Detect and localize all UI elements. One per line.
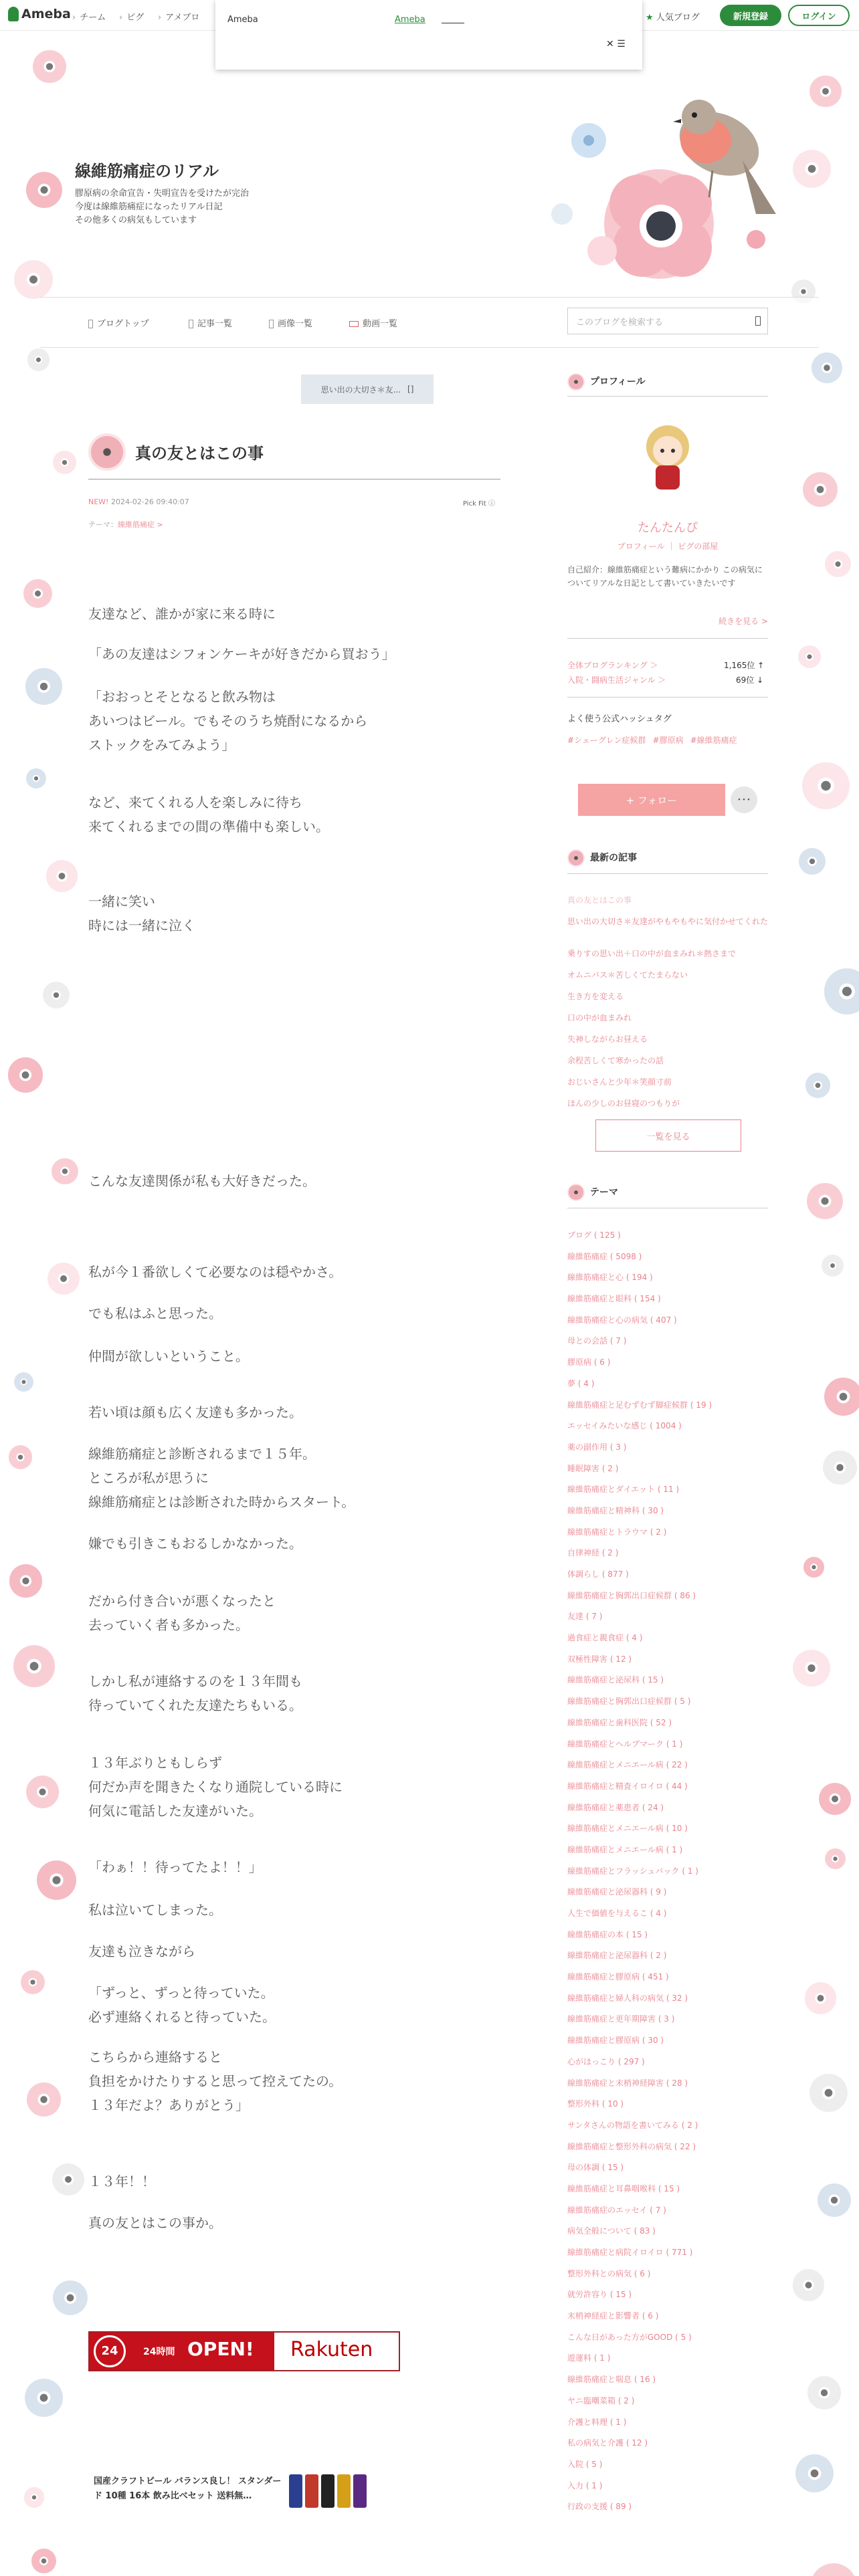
theme-link[interactable]: 線維筋痛症と精神科 ( 30 ) [567,1505,664,1515]
divider [567,638,768,639]
entry-flower-icon [88,433,126,471]
nav-image-list[interactable] [269,316,312,329]
background-flower [9,1445,32,1469]
theme-link[interactable]: 線維筋痛症 ( 5098 ) [567,1251,642,1261]
background-flower [14,1372,33,1392]
banner-24-badge: 24 [94,2335,126,2367]
theme-link[interactable]: 線維筋痛症とヘルプマーク ( 1 ) [567,1739,683,1749]
body-paragraph: こちらから連絡すると 負担をかけたりすると思って控えてたの。 １３年だよ？ありがとう」 [88,2049,343,2113]
background-flower [23,579,52,608]
body-paragraph: 友達も泣きながら [88,1943,195,1959]
banner-hours: 24時間 [143,2347,175,2357]
recent-entry-link[interactable]: ほんの少しのお昼寝のつもりが [567,1099,680,1108]
bracket-icon: [] [407,385,414,394]
small-flower [551,203,573,225]
body-paragraph: 私は泣いてしまった。 [88,1902,222,1918]
profile-links[interactable]: プロフィール ｜ ピグの部屋 [617,542,719,551]
recent-entry-link[interactable]: 失神しながらお昼える [567,1035,648,1044]
recent-heading-label: 最新の記事 [590,853,637,863]
crown-icon: ★ [646,13,654,23]
body-paragraph: 一緒に笑い 時には一緒に泣く [88,893,195,934]
nav-label: 画像一覧 [278,319,313,329]
background-flower [795,2454,834,2492]
ranking-overall-value: 1,165位 ↑ [724,661,765,670]
nav-label: 動画一覧 [363,319,398,329]
blog-description-line: その他多くの病気もしています [75,215,197,225]
recent-entry-link[interactable]: 思い出の大切さ＊友達がやもやもやに気付かせてくれた [567,917,769,926]
theme-link[interactable]: 線維筋痛症とダイエット ( 11 ) [567,1485,680,1495]
background-flower [37,1860,77,1901]
prev-entry-label: 思い出の大切さ＊友... [320,385,401,395]
divider [567,873,768,874]
theme-link[interactable]: 介護と料理 ( 1 ) [567,2417,627,2427]
background-flower [793,1650,830,1687]
background-flower [803,472,838,507]
entry-date [88,498,189,506]
body-paragraph: 仲間が欲しいということ。 [88,1348,249,1364]
theme-link[interactable]: 線維筋痛症と婦人科の病気 ( 32 ) [567,1993,688,2003]
profile-more-link[interactable]: 続きを見る > [719,617,768,626]
profile-name[interactable]: たんたんぴ [638,521,698,535]
theme-link[interactable]: 線維筋痛症と胸郭出口症候群 ( 5 ) [567,1697,691,1707]
theme-link[interactable]: 線維筋痛症の本 ( 15 ) [567,1929,648,1939]
theme-link[interactable]: 線維筋痛症とメニエール病 ( 10 ) [567,1824,688,1834]
theme-link[interactable]: 線維筋痛症と心の病気 ( 407 ) [567,1315,677,1325]
chevron-right-icon: > [157,520,163,529]
see-all-entries-button[interactable]: 一覧を見る [595,1119,741,1152]
theme-link[interactable]: 体調らし ( 877 ) [567,1570,629,1579]
theme-link[interactable]: 線維筋痛症と泌尿科 ( 15 ) [567,1675,664,1685]
body-paragraph: だから付き合いが悪くなったと 去っていく者も多かった。 [88,1593,276,1633]
theme-link[interactable]: 母の体調 ( 15 ) [567,2163,624,2173]
background-flower [52,2163,84,2195]
pickfit-label[interactable]: Pick Fit ⓘ [463,500,495,508]
body-paragraph: 「ずっと、ずっと待っていた。 必ず連絡くれると待っていた。 [88,1985,276,2025]
profile-heading-label: プロフィール [590,377,646,387]
background-flower [33,50,66,84]
prev-entry-button[interactable] [301,374,434,404]
body-paragraph: 「わぁ！！待ってたよ！！」 [88,1859,262,1875]
theme-link[interactable]: 線維筋痛症とメニエール病 ( 22 ) [567,1760,688,1770]
theme-link[interactable]: 線維筋痛症と末梢神経障害 ( 28 ) [567,2078,688,2088]
theme-link[interactable]: 過食症と親食症 ( 4 ) [567,1633,643,1643]
body-paragraph: 私が今１番欲しくて必要なのは穏やかさ。 [88,1264,343,1280]
theme-link[interactable]: 線維筋痛症 [118,520,155,529]
background-flower [802,762,849,809]
body-paragraph: しかし私が連絡するのを１３年間も 待っていてくれた友達たちもいる。 [88,1673,302,1713]
theme-link[interactable]: 線維筋痛症のエッセイ ( 7 ) [567,2205,666,2215]
theme-link[interactable]: 線維筋痛症と歯科医院 ( 52 ) [567,1717,672,1727]
large-flower [604,169,714,279]
theme-link[interactable]: 整形外科との病気 ( 6 ) [567,2268,651,2278]
theme-link[interactable]: 線維筋痛症と喘息 ( 16 ) [567,2375,656,2385]
theme-link[interactable]: 整形外科 ( 10 ) [567,2099,624,2109]
blog-search-input[interactable] [567,308,768,334]
background-flower [46,860,78,891]
background-flower [807,1183,843,1219]
theme-link[interactable]: 線維筋痛症と泌尿器科 ( 2 ) [567,1951,667,1961]
background-flower [26,1776,59,1808]
more-options-button[interactable]: ･･･ [731,786,757,813]
theme-link[interactable]: 線維筋痛症と更年期障害 ( 3 ) [567,2014,675,2024]
background-flower [805,1073,830,1097]
background-flower [14,260,53,299]
body-paragraph: など、来てくれる人を楽しみに待ち 来てくれるまでの間の準備中も楽しい。 [88,794,329,835]
signup-button[interactable]: 新規登録 [720,5,781,26]
theme-link[interactable]: 母との会話 ( 7 ) [567,1336,627,1346]
background-flower [824,1378,859,1416]
theme-link[interactable]: ヤニ臨嘲菜箱 ( 2 ) [567,2395,635,2405]
hashtag-link[interactable]: #膠原病 [652,736,684,745]
ranking-overall-link[interactable]: 全体ブログランキング ＞ [567,661,658,670]
theme-link[interactable]: エッセイみたいな感じ ( 1004 ) [567,1421,682,1431]
ameba-logo-icon [8,7,19,21]
background-flower [47,1263,80,1295]
theme-link[interactable]: 膠原病 ( 6 ) [567,1358,611,1368]
hashtag-list [567,734,768,746]
profile-intro: 自己紹介：線維筋痛症という難病にかかり この病気についてリアルな日記として書いていきたいです [567,565,763,588]
flower-icon [567,849,585,867]
beer-product-image[interactable] [288,2468,381,2508]
recent-entry-link[interactable]: 口の中が血まみれ [567,1013,632,1023]
theme-link[interactable]: 就労許容り ( 15 ) [567,2290,632,2300]
rakuten-logo: Rakuten [290,2338,373,2361]
rakuten-ad-banner[interactable] [88,2331,400,2371]
theme-link[interactable]: 線維筋痛症と心 ( 194 ) [567,1273,653,1283]
blog-description-line: 膠原病の余命宣告・失明宣告を受けたが完治 [75,189,250,199]
hashtag-link[interactable]: #シェーグレン症候群 [567,736,646,745]
body-paragraph: 友達など、誰かが家に来る時に [88,606,276,622]
background-flower [822,1255,844,1277]
logo-text: Ameba [21,7,71,21]
background-flower [799,848,826,875]
header-bird-illustration [542,60,783,281]
background-flower [9,1564,43,1598]
search-placeholder: このブログを検索する [576,318,664,328]
background-flower [825,551,851,577]
banner-open: OPEN! [187,2338,254,2360]
nav-video-list[interactable] [349,316,397,329]
theme-link[interactable]: 入院 ( 5 ) [567,2459,603,2469]
body-paragraph: 「あの友達はシフォンケーキが好きだから買おう」 [88,646,395,662]
body-paragraph: こんな友達関係が私も大好きだった。 [88,1173,316,1189]
small-flower [587,236,617,265]
background-flower [803,1557,824,1578]
background-flower [8,1057,43,1092]
nav-ameblo[interactable]: › アメブロ [158,10,199,23]
popular-label: 人気ブログ [656,13,700,23]
recent-entry-link[interactable]: おじいさんと少年＊笑顔寸前 [567,1077,672,1087]
nav-entry-list[interactable] [189,316,232,329]
ranking-genre-value: 69位 ↓ [736,675,764,685]
theme-heading [567,1184,618,1201]
nav-team[interactable]: › チーム [72,10,106,23]
theme-link[interactable]: 線維筋痛症とトラウマ ( 2 ) [567,1527,667,1537]
theme-link[interactable]: サンタさんの物語を書いてみる ( 2 ) [567,2120,698,2130]
menu-icon: ☰ [617,39,626,49]
background-flower [818,2183,851,2217]
beer-can [353,2474,367,2508]
theme-link[interactable]: 線維筋痛症と精査イロイロ ( 44 ) [567,1781,688,1791]
beer-can [305,2474,318,2508]
entry-theme [88,519,163,530]
background-flower [27,348,50,370]
ameba-logo[interactable] [8,7,71,21]
new-badge: NEW! [88,498,109,506]
recent-entry-link[interactable]: 生き方を変える [567,992,624,1001]
background-flower [31,2549,56,2573]
ad-close-button[interactable] [606,39,626,49]
theme-link[interactable]: ブログ ( 125 ) [567,1230,621,1240]
entry-timestamp: 2024-02-26 09:40:07 [110,498,189,506]
background-flower [823,1451,858,1485]
background-flower [793,2269,824,2300]
theme-link[interactable]: 入力 ( 1 ) [567,2480,603,2490]
banner-red-panel [90,2333,274,2370]
background-flower [43,982,70,1008]
small-flower [747,230,765,249]
recent-entry-link[interactable]: 乗りすの思い出＋口の中が血まみれ＊熱さまで [567,949,737,958]
background-flower [53,451,76,474]
home-icon [88,320,93,328]
beer-can [289,2474,302,2508]
theme-heading-label: テーマ [590,1187,618,1198]
recent-heading [567,849,637,867]
blog-description-line: 今度は線維筋痛症になったリアル日記 [75,202,223,212]
background-flower [825,1848,846,1869]
theme-link[interactable]: 線維筋痛症と泌尿器科 ( 9 ) [567,1887,667,1897]
flower-icon [567,373,585,391]
theme-link[interactable]: 線維筋痛症と薬患者 ( 24 ) [567,1802,664,1812]
nav-pigg[interactable]: › ピグ [119,10,144,23]
background-flower [13,1645,56,1687]
theme-link[interactable]: 線維筋痛症と耳鼻咽喉科 ( 15 ) [567,2183,680,2193]
beer-can [321,2474,335,2508]
recent-entry-link[interactable]: オムニバス＊苦しくてたまらない [567,970,688,980]
popular-blogs-link[interactable] [646,10,700,23]
theme-link[interactable]: 線維筋痛症と整形外科の病気 ( 22 ) [567,2141,696,2151]
theme-link[interactable]: 線維筋痛症とメニエール病 ( 1 ) [567,1844,683,1854]
theme-link[interactable]: 薬の副作用 ( 3 ) [567,1442,627,1452]
theme-link[interactable]: 線維筋痛症と病院イロイロ ( 771 ) [567,2248,693,2257]
theme-link[interactable]: 夢 ( 4 ) [567,1378,595,1388]
theme-link[interactable]: 人生で価値を与えるこ ( 4 ) [567,1909,667,1918]
profile-heading [567,373,646,391]
theme-link[interactable]: 線維筋痛症と膠原病 ( 451 ) [567,1972,669,1982]
theme-link[interactable]: 線維筋痛症とフラッシュバック ( 1 ) [567,1866,698,1876]
body-paragraph: １３年！！ [88,2173,155,2189]
hashtag-link[interactable]: #線維筋痛症 [690,736,737,745]
ad-link[interactable]: Ameba [395,15,425,25]
background-flower [27,2082,61,2117]
theme-link[interactable]: 線維筋痛症と足むずむず脚症候群 ( 19 ) [567,1400,712,1410]
recent-entry-link[interactable]: 余程苦しくて寒かったの話 [567,1056,664,1065]
divider [567,396,768,397]
nav-blog-top[interactable] [88,316,149,329]
background-flower [812,352,842,383]
ranking-genre-link[interactable]: 入院・闘病生活ジャンル ＞ [567,675,666,685]
background-flower [809,2074,848,2112]
theme-link[interactable]: 線維筋痛症と膠原病 ( 30 ) [567,2036,664,2046]
recent-entry-link[interactable]: 真の友とはこの事 [567,895,632,905]
background-flower [24,2487,44,2507]
theme-label: テーマ： [88,520,118,529]
theme-link[interactable]: 行政の支援 ( 89 ) [567,2502,632,2512]
blue-flower-center [583,135,594,146]
background-flower [798,645,821,668]
search-icon[interactable] [755,316,761,326]
nav-label: 記事一覧 [197,319,233,329]
theme-link[interactable]: こんな日があった方がGOOD ( 5 ) [567,2332,692,2342]
background-flower [807,2376,841,2409]
follow-button[interactable]: + フォロー [578,784,725,816]
background-flower [819,1783,851,1815]
ad-product-text[interactable]: 国産クラフトビール バランス良し！ スタンダード 10種 16本 飲み比べセット 送料無… [94,2476,282,2501]
body-paragraph: １３年ぶりともしらず 何だか声を聞きたくなり通院している時に 何気に電話した友達がいた。 [88,1755,343,1819]
theme-link[interactable]: 線維筋痛症と眼科 ( 154 ) [567,1294,661,1304]
body-paragraph: 線維筋痛症と診断されるまで１５年。 ところが私が思うに 線維筋痛症とは診断された時からスタート。 [88,1446,355,1510]
ad-label: Ameba [227,15,258,25]
background-flower [810,2563,857,2576]
background-flower [793,150,831,188]
background-flower [26,768,46,788]
theme-link[interactable]: 双極性障害 ( 12 ) [567,1654,632,1664]
body-paragraph: 嫌でも引きこもおるしかなかった。 [88,1535,302,1551]
theme-link[interactable]: 心がほっこり ( 297 ) [567,2056,645,2066]
background-flower [805,1982,836,2014]
background-flower [25,2379,63,2417]
theme-link[interactable]: 遊運料 ( 1 ) [567,2353,611,2363]
theme-link[interactable]: 病気全般について ( 83 ) [567,2226,656,2236]
background-flower [53,2280,88,2315]
theme-link[interactable]: 私の病気と介護 ( 12 ) [567,2438,648,2448]
background-flower [26,172,62,208]
profile-avatar[interactable] [634,421,701,495]
hashtag-label: よく使う公式ハッシュタグ [567,714,672,724]
background-flower [25,668,62,705]
close-icon: ✕ [606,39,614,49]
theme-link[interactable]: 友達 ( 7 ) [567,1612,603,1622]
theme-list [567,1229,768,2522]
background-flower [21,1970,45,1994]
ad-overlay [215,0,642,70]
entry-title[interactable]: 真の友とはこの事 [135,444,264,463]
theme-link[interactable]: 線維筋痛症と胸郭出口症候群 ( 86 ) [567,1590,696,1600]
body-paragraph: 「おおっとそとなると飲み物は あいつはビール。でもそのうち焼酎になるから ストックをみてみよう」 [88,689,368,753]
background-flower [52,1158,78,1185]
flower-icon [567,1184,585,1201]
login-button[interactable]: ログイン [788,5,850,26]
theme-link[interactable]: 末梢神経症と影響者 ( 6 ) [567,2311,659,2321]
image-icon [269,320,274,328]
body-paragraph: 真の友とはこの事か。 [88,2215,222,2231]
blog-title[interactable]: 線維筋痛症のリアル [75,162,219,181]
nav-label: ブログトップ [97,319,149,329]
beer-can [337,2474,351,2508]
background-flower [824,968,859,1014]
theme-link[interactable]: 睡眠障害 ( 2 ) [567,1463,619,1473]
background-flower [809,76,842,108]
list-icon [189,320,193,328]
body-paragraph: でも私はふと思った。 [88,1305,222,1321]
body-paragraph: 若い頃は顔も広く友達も多かった。 [88,1404,302,1420]
video-icon [349,321,359,327]
theme-link[interactable]: 自律神経 ( 2 ) [567,1548,619,1558]
